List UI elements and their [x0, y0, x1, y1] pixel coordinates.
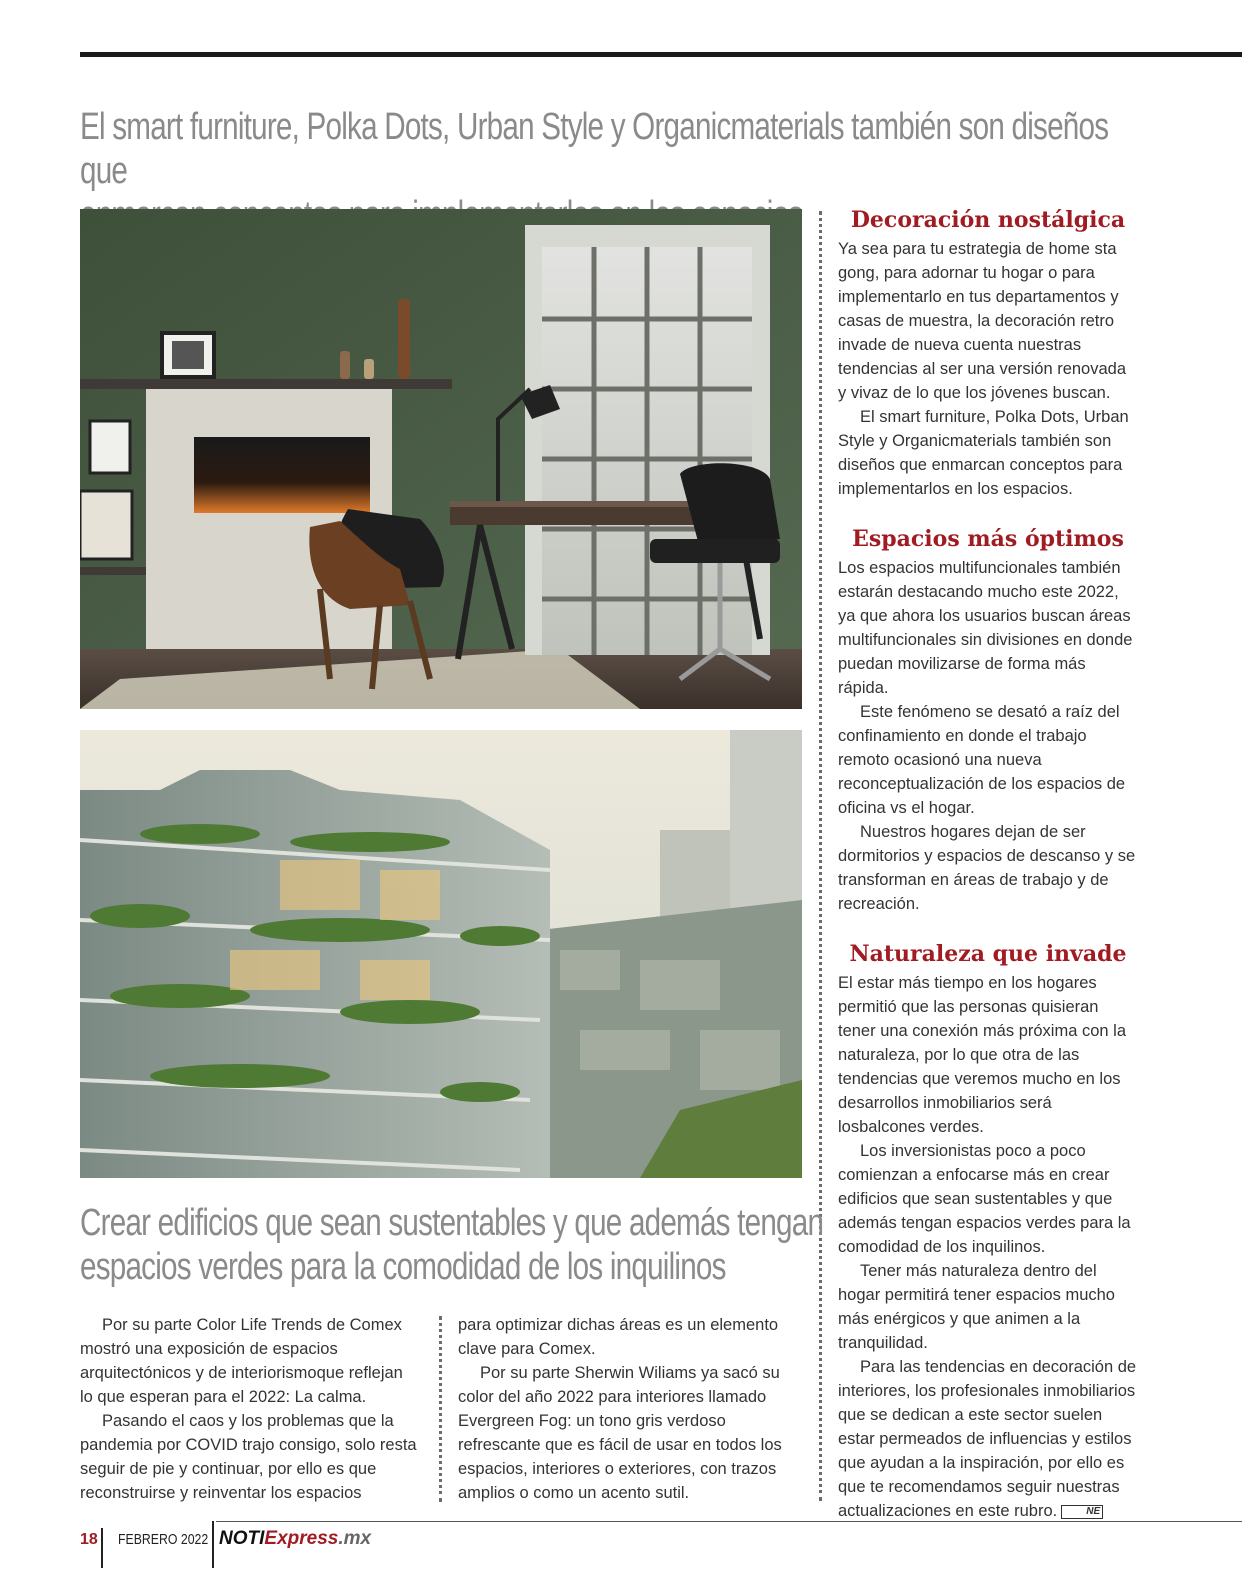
- paragraph: [838, 1355, 1138, 1523]
- paragraph: Ya sea para tu estrategia de home sta gong, para adornar tu hogar o para implementarlo en tus departamentos y casas de muestra, la decoración retro invade de nueva cuenta nuestras tendencias al ser una versión renovada y vivaz de lo que los jóvenes buscan.: [838, 240, 1127, 402]
- top-rule: [80, 52, 1242, 57]
- green-building-photo: [80, 730, 802, 1178]
- paragraph: Nuestros hogares dejan de ser dormitorios y espacios de descanso y se transforman en áreas de trabajo y de recreación.: [838, 823, 1136, 913]
- column-divider: [439, 1316, 442, 1502]
- interior-office-photo: [80, 209, 802, 709]
- paragraph: Este fenómeno se desató a raíz del confinamiento en donde el trabajo remoto ocasionó una nueva reconceptualización de los espacios de oficina vs el hogar.: [838, 703, 1126, 817]
- paragraph: Pasando el caos y los problemas que la pandemia por COVID trajo consigo, solo resta seguir de pie y continuar, por ello es que reconstruirse y reinventar los espacios: [80, 1412, 417, 1502]
- paragraph: El smart furniture, Polka Dots, Urban Style y Organicmaterials también son diseños que enmarcan conceptos para implementarlos en los espacios.: [838, 408, 1129, 498]
- paragraph-text: Para las tendencias en decoración de interiores, los profesionales inmobiliarios que se dedican a este sector suelen estar permeados de influencias y estilos que ayudan a la inspiración, por ello es que te recomendamos seguir nuestras actualizaciones en este rubro.: [838, 1358, 1137, 1520]
- paragraph: Tener más naturaleza dentro del hogar permitirá tener espacios mucho más enérgicos y que animen a la tranquilidad.: [838, 1262, 1115, 1352]
- middle-pull-quote: Crear edificios que sean sustentables y que además tengan espacios verdes para la comodidad de los inquilinos: [80, 1202, 824, 1288]
- paragraph: Los inversionistas poco a poco comienzan a enfocarse más en crear edificios que sean sustentables y que además tengan espacios verdes para la comodidad de los inquilinos.: [838, 1142, 1131, 1256]
- brand-express: Express: [264, 1528, 339, 1549]
- issue-date: FEBRERO 2022: [118, 1531, 209, 1548]
- footer-separator: [101, 1528, 103, 1568]
- section-heading-decoracion: Decoración nostálgica: [850, 207, 1126, 233]
- brand-noti: NOTI: [219, 1528, 265, 1549]
- column-divider: [819, 211, 822, 1501]
- paragraph: Los espacios multifuncionales también estarán destacando mucho este 2022, ya que ahora los usuarios buscan áreas multifuncionales sin divisiones en donde puedan movilizarse de forma más rápida.: [838, 559, 1133, 697]
- section-heading-espacios: Espacios más óptimos: [852, 526, 1124, 552]
- paragraph: para optimizar dichas áreas es un elemento clave para Comex.: [458, 1316, 779, 1358]
- body-column-2: [458, 1313, 798, 1505]
- paragraph: El estar más tiempo en los hogares permitió que las personas quisieran tener una conexión más próxima con la naturaleza, por lo que otra de las tendencias que veremos mucho en los desarrollos inmobiliarios será losbalcones verdes.: [838, 974, 1126, 1136]
- brand-logo: [219, 1528, 371, 1550]
- header-pull-quote: El smart furniture, Polka Dots, Urban Style y Organicmaterials también son diseños que: [80, 106, 1109, 192]
- brand-mx: .mx: [338, 1528, 372, 1549]
- paragraph: Por su parte Sherwin Wiliams ya sacó su color del año 2022 para interiores llamado Evergreen Fog: un tono gris verdoso refrescante que es fácil de usar en todos los espacios, interiores o exteriores, con trazos amplios o como un acento sutil.: [458, 1364, 782, 1502]
- paragraph: Por su parte Color Life Trends de Comex mostró una exposición de espacios arquitectónicos y de interiorismoque reflejan lo que esperan para el 2022: La calma.: [80, 1316, 403, 1406]
- section-heading-naturaleza: Naturaleza que invade: [849, 941, 1127, 967]
- end-mark: NE: [1061, 1505, 1103, 1519]
- footer-separator: [212, 1521, 214, 1568]
- footer-rule: [216, 1521, 1242, 1522]
- body-column-1: [80, 1313, 420, 1505]
- page-number: 18: [80, 1531, 98, 1548]
- sidebar-article: [838, 203, 1138, 1523]
